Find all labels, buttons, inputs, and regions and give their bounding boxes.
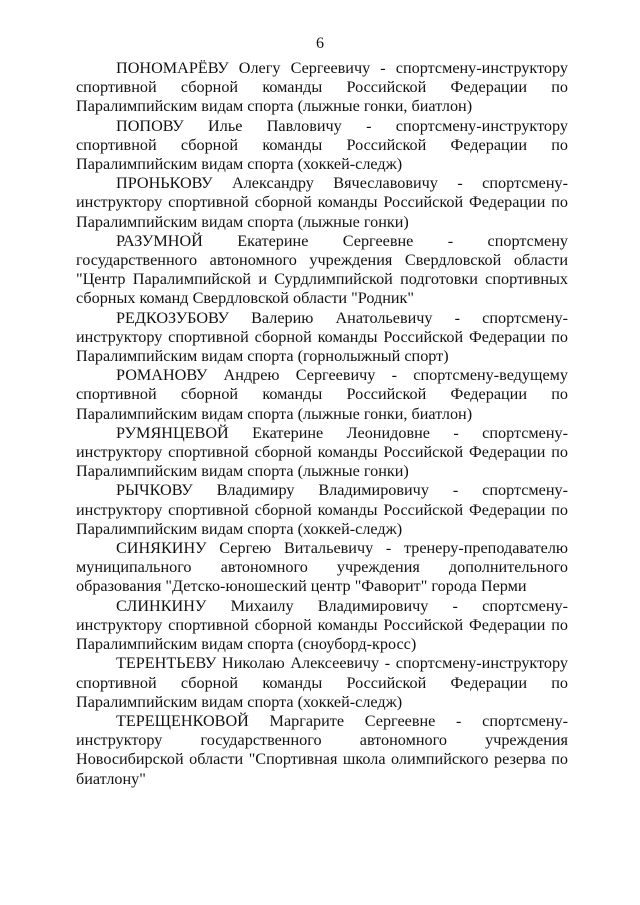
list-item: РУМЯНЦЕВОЙ Екатерине Леонидовне - спортсмену-инструктору спортивной сборной команды Российской Федерации по Паралимпийским видам спорта (лыжные гонки) xyxy=(76,423,568,481)
list-item: РАЗУМНОЙ Екатерине Сергеевне - спортсмену государственного автономного учреждения Свердловской области "Центр Паралимпийской и Сурдлимпийской подготовки спортивных сборных команд Свердловской области "Родник" xyxy=(76,231,568,308)
list-item: ПРОНЬКОВУ Александру Вячеславовичу - спортсмену-инструктору спортивной сборной команды Российской Федерации по Паралимпийским видам спорта (лыжные гонки) xyxy=(76,174,568,231)
list-item: ПОПОВУ Илье Павловичу - спортсмену-инструктору спортивной сборной команды Российской Федерации по Паралимпийским видам спорта (хоккей-следж) xyxy=(76,116,568,174)
list-item: РОМАНОВУ Андрею Сергеевичу - спортсмену-ведущему спортивной сборной команды Российской Федерации по Паралимпийским видам спорта (лыжные гонки, биатлон) xyxy=(76,366,568,423)
award-list xyxy=(76,59,568,789)
page-number: 6 xyxy=(316,35,324,52)
list-item: ТЕРЕНТЬЕВУ Николаю Алексеевичу - спортсмену-инструктору спортивной сборной команды Российской Федерации по Паралимпийским видам спорта (хоккей-следж) xyxy=(76,654,568,711)
list-item: РЫЧКОВУ Владимиру Владимировичу - спортсмену-инструктору спортивной сборной команды Российской Федерации по Паралимпийским видам спорта (хоккей-следж) xyxy=(76,481,568,538)
list-item: ПОНОМАРЁВУ Олегу Сергеевичу - спортсмену-инструктору спортивной сборной команды Российской Федерации по Паралимпийским видам спорта (лыжные гонки, биатлон) xyxy=(76,59,568,116)
list-item: СИНЯКИНУ Сергею Витальевичу - тренеру-преподавателю муниципального автономного учреждения дополнительного образования "Детско-юношеский центр "Фаворит" города Перми xyxy=(76,539,568,596)
list-item: РЕДКОЗУБОВУ Валерию Анатольевичу - спортсмену-инструктору спортивной сборной команды Российской Федерации по Паралимпийским видам спорта (горнолыжный спорт) xyxy=(76,308,568,366)
list-item: СЛИНКИНУ Михаилу Владимировичу - спортсмену-инструктору спортивной сборной команды Российской Федерации по Паралимпийским видам спорта (сноуборд-кросс) xyxy=(76,596,568,654)
list-item: ТЕРЕЩЕНКОВОЙ Маргарите Сергеевне - спортсмену-инструктору государственного автономного учреждения Новосибирской области "Спортивная школа олимпийского резерва по биатлону" xyxy=(76,711,568,788)
